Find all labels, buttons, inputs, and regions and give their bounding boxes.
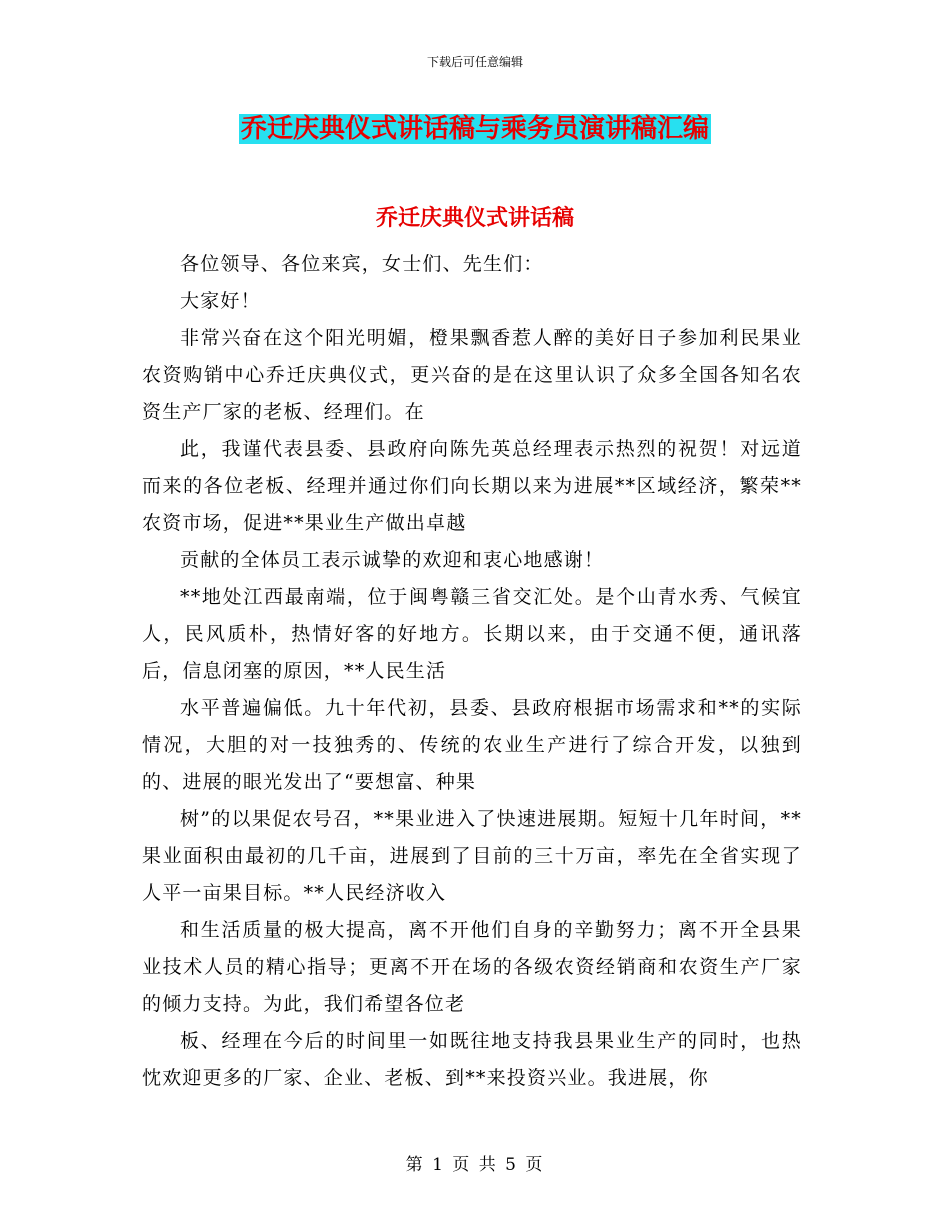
- header-note: 下载后可任意编辑: [426, 55, 523, 69]
- paragraph: 此，我谨代表县委、县政府向陈先英总经理表示热烈的祝贺！对远道而来的各位老板、经理并通过你们向长期以来为进展**区域经济，繁荣**农资市场，促进**果业生产做出卓越: [142, 438, 802, 534]
- page-footer: 第 1 页 共 5 页: [405, 1155, 545, 1175]
- paragraph: 非常兴奋在这个阳光明媚，橙果飘香惹人醉的美好日子参加利民果业农资购销中心乔迁庆典仪式，更兴奋的是在这里认识了众多全国各知名农资生产厂家的老板、经理们。在: [142, 327, 802, 423]
- paragraph: 大家好！: [180, 290, 261, 312]
- paragraph: 板、经理在今后的时间里一如既往地支持我县果业生产的同时，也热忱欢迎更多的厂家、企业、老板、到**来投资兴业。我进展，你: [142, 1030, 802, 1089]
- main-title-text: 乔迁庆典仪式讲话稿与乘务员演讲稿汇编: [240, 114, 709, 144]
- paragraph: 贡献的全体员工表示诚挚的欢迎和衷心地感谢！: [180, 549, 605, 571]
- paragraph: 树”的以果促农号召，**果业进入了快速进展期。短短十几年时间，**果业面积由最初的几千亩，进展到了目前的三十万亩，率先在全省实现了人平一亩果目标。**人民经济收入: [142, 808, 802, 904]
- main-title: [0, 112, 950, 146]
- paragraph: **地处江西最南端，位于闽粤赣三省交汇处。是个山青水秀、气候宜人，民风质朴，热情好客的好地方。长期以来，由于交通不便，通讯落后，信息闭塞的原因，**人民生活: [142, 586, 802, 682]
- body-text: [142, 246, 802, 1097]
- sub-title: 乔迁庆典仪式讲话稿: [375, 205, 574, 231]
- paragraph: 和生活质量的极大提高，离不开他们自身的辛勤努力；离不开全县果业技术人员的精心指导；更离不开在场的各级农资经销商和农资生产厂家的倾力支持。为此，我们希望各位老: [142, 919, 802, 1015]
- paragraph: 水平普遍偏低。九十年代初，县委、县政府根据市场需求和**的实际情况，大胆的对一技独秀的、传统的农业生产进行了综合开发，以独到的、进展的眼光发出了“要想富、种果: [142, 697, 802, 793]
- paragraph: 各位领导、各位来宾，女士们、先生们：: [180, 253, 544, 275]
